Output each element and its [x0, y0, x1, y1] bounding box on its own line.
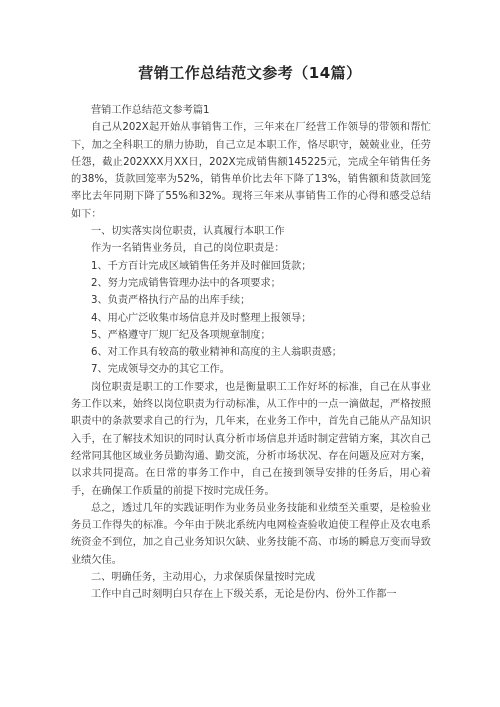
section-heading: 营销工作总结范文参考篇1	[91, 105, 210, 116]
list-item: 7、完成领导交办的其它工作。	[91, 364, 230, 376]
paragraph: 总之，透过几年的实践证明作为业务员业务技能和业绩至关重要，是检验业务员工作得失的标准。今年由于陕北系统内电网检查验收迫使工程停止及农电系统资金不到位，加之自己业务知识欠缺、业务技能不高、市场的瞬息万变而导致业绩欠佳。	[71, 502, 431, 566]
list-item: 4、用心广泛收集市场信息并及时整理上报领导；	[91, 312, 312, 324]
paragraph: 岗位职责是职工的工作要求，也是衡量职工工作好坏的标准，自己在从事业务工作以来，始终以岗位职责为行动标准，从工作中的一点一滴做起，严格按照职责中的条款要求自己的行为，几年来，在业务工作中，首先自己能从产品知识入手，在了解技术知识的同时认真分析市场信息并适时制定营销方案，其次自己经常同其他区域业务员勤沟通、勤交流，分析市场状况、存在问题及应对方案，以求共同提高。在日常的事务工作中，自己在接到领导安排的任务后，用心着手，在确保工作质量的前提下按时完成任务。	[71, 381, 431, 497]
section-heading: 二、明确任务，主动用心，力求保质保量按时完成	[91, 572, 316, 584]
list-item: 3、负责严格执行产品的出库手续；	[91, 295, 251, 307]
paragraph: 自己从202X起开始从事销售工作，三年来在厂经营工作领导的带领和帮忙下，加之全科职工的鼎力协助，自己立足本职工作，恪尽职守，兢兢业业，任劳任怨，截止202XXX月XX日，202X完成销售额145225元，完成全年销售任务的38%，货款回笼率为52%，销售单价比去年下降了13%，销售额和货款回笼率比去年同期下降了55%和32%。现将三年来从事销售工作的心得和感受总结如下：	[71, 122, 431, 220]
list-item: 5、严格遵守厂规厂纪及各项规章制度；	[91, 329, 271, 341]
section-heading: 一、切实落实岗位职责，认真履行本职工作	[91, 226, 285, 238]
list-item: 6、对工作具有较高的敬业精神和高度的主人翁职责感；	[91, 347, 342, 359]
paragraph: 作为一名销售业务员，自己的岗位职责是：	[91, 243, 285, 255]
paragraph: 工作中自己时刻明白只存在上下级关系，无论是份内、份外工作都一	[91, 589, 397, 601]
document-title: 营销工作总结范文参考（14篇）	[138, 64, 362, 82]
list-item: 2、努力完成销售管理办法中的各项要求；	[91, 277, 281, 289]
document-body	[71, 102, 431, 604]
list-item: 1、千方百计完成区域销售任务并及时催回货款；	[91, 260, 312, 272]
